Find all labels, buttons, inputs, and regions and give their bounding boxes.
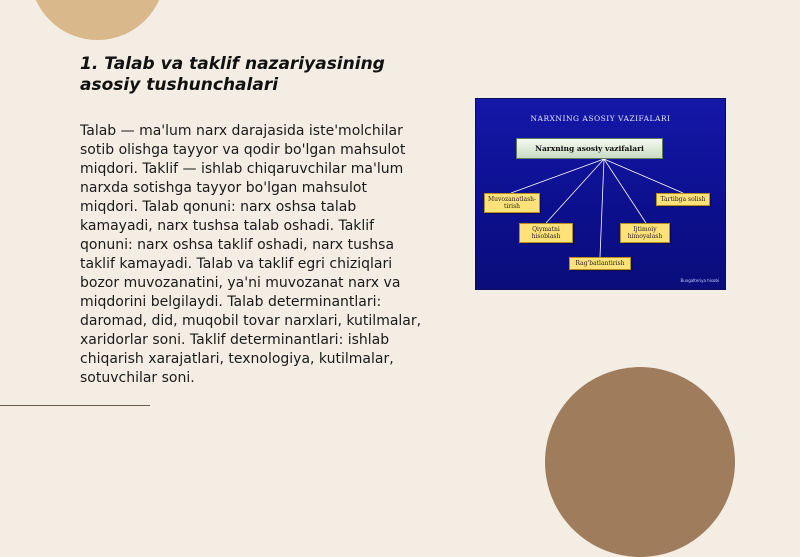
diagram-root-node: Narxning asosiy vazifalari (516, 138, 663, 159)
diagram-footer: Buxgalteriya hisobi (680, 278, 719, 283)
connector-4 (604, 159, 646, 223)
connector-2 (546, 159, 604, 223)
connector-3 (600, 159, 604, 257)
decorative-circle-top (30, 0, 165, 40)
price-functions-diagram (475, 98, 726, 290)
diagram-node-2: Qiymatni hisoblash (519, 223, 573, 243)
decorative-circle-bottom (545, 367, 735, 557)
diagram-node-1: Muvozanatlash-tirish (484, 193, 540, 213)
diagram-node-4: Ijtimoiy himoyalash (620, 223, 670, 243)
diagram-node-3: Rag'batlantirish (569, 257, 631, 270)
diagram-heading: NARXNING ASOSIY VAZIFALARI (530, 114, 671, 123)
connector-5 (604, 159, 683, 193)
slide-title: 1. Talab va taklif nazariyasining asosiy tushunchalari (80, 54, 385, 95)
decorative-divider (0, 405, 150, 406)
connector-1 (511, 159, 604, 193)
diagram-node-5: Tartibga solish (656, 193, 710, 206)
slide-body-text: Talab — ma'lum narx darajasida iste'molchilar sotib olishga tayyor va qodir bo'lgan mahsulot miqdori. Taklif — ishlab chiqaruvchilar ma'lum narxda sotishga tayyor bo'lgan mahsulot miqdori. Talab qonuni: narx oshsa talab kamayadi, narx tushsa talab oshadi. Taklif qonuni: narx oshsa taklif oshadi, narx tushsa taklif kamayadi. Talab va taklif egri chiziqlari bozor muvozanatini, ya'ni muvozanat narx va miqdorini belgilaydi. Talab determinantlari: daromad, did, muqobil tovar narxlari, kutilmalar, xaridorlar soni. Taklif determinantlari: ishlab chiqarish xarajatlari, texnologiya, kutilmalar, sotuvchilar soni. (80, 123, 422, 386)
